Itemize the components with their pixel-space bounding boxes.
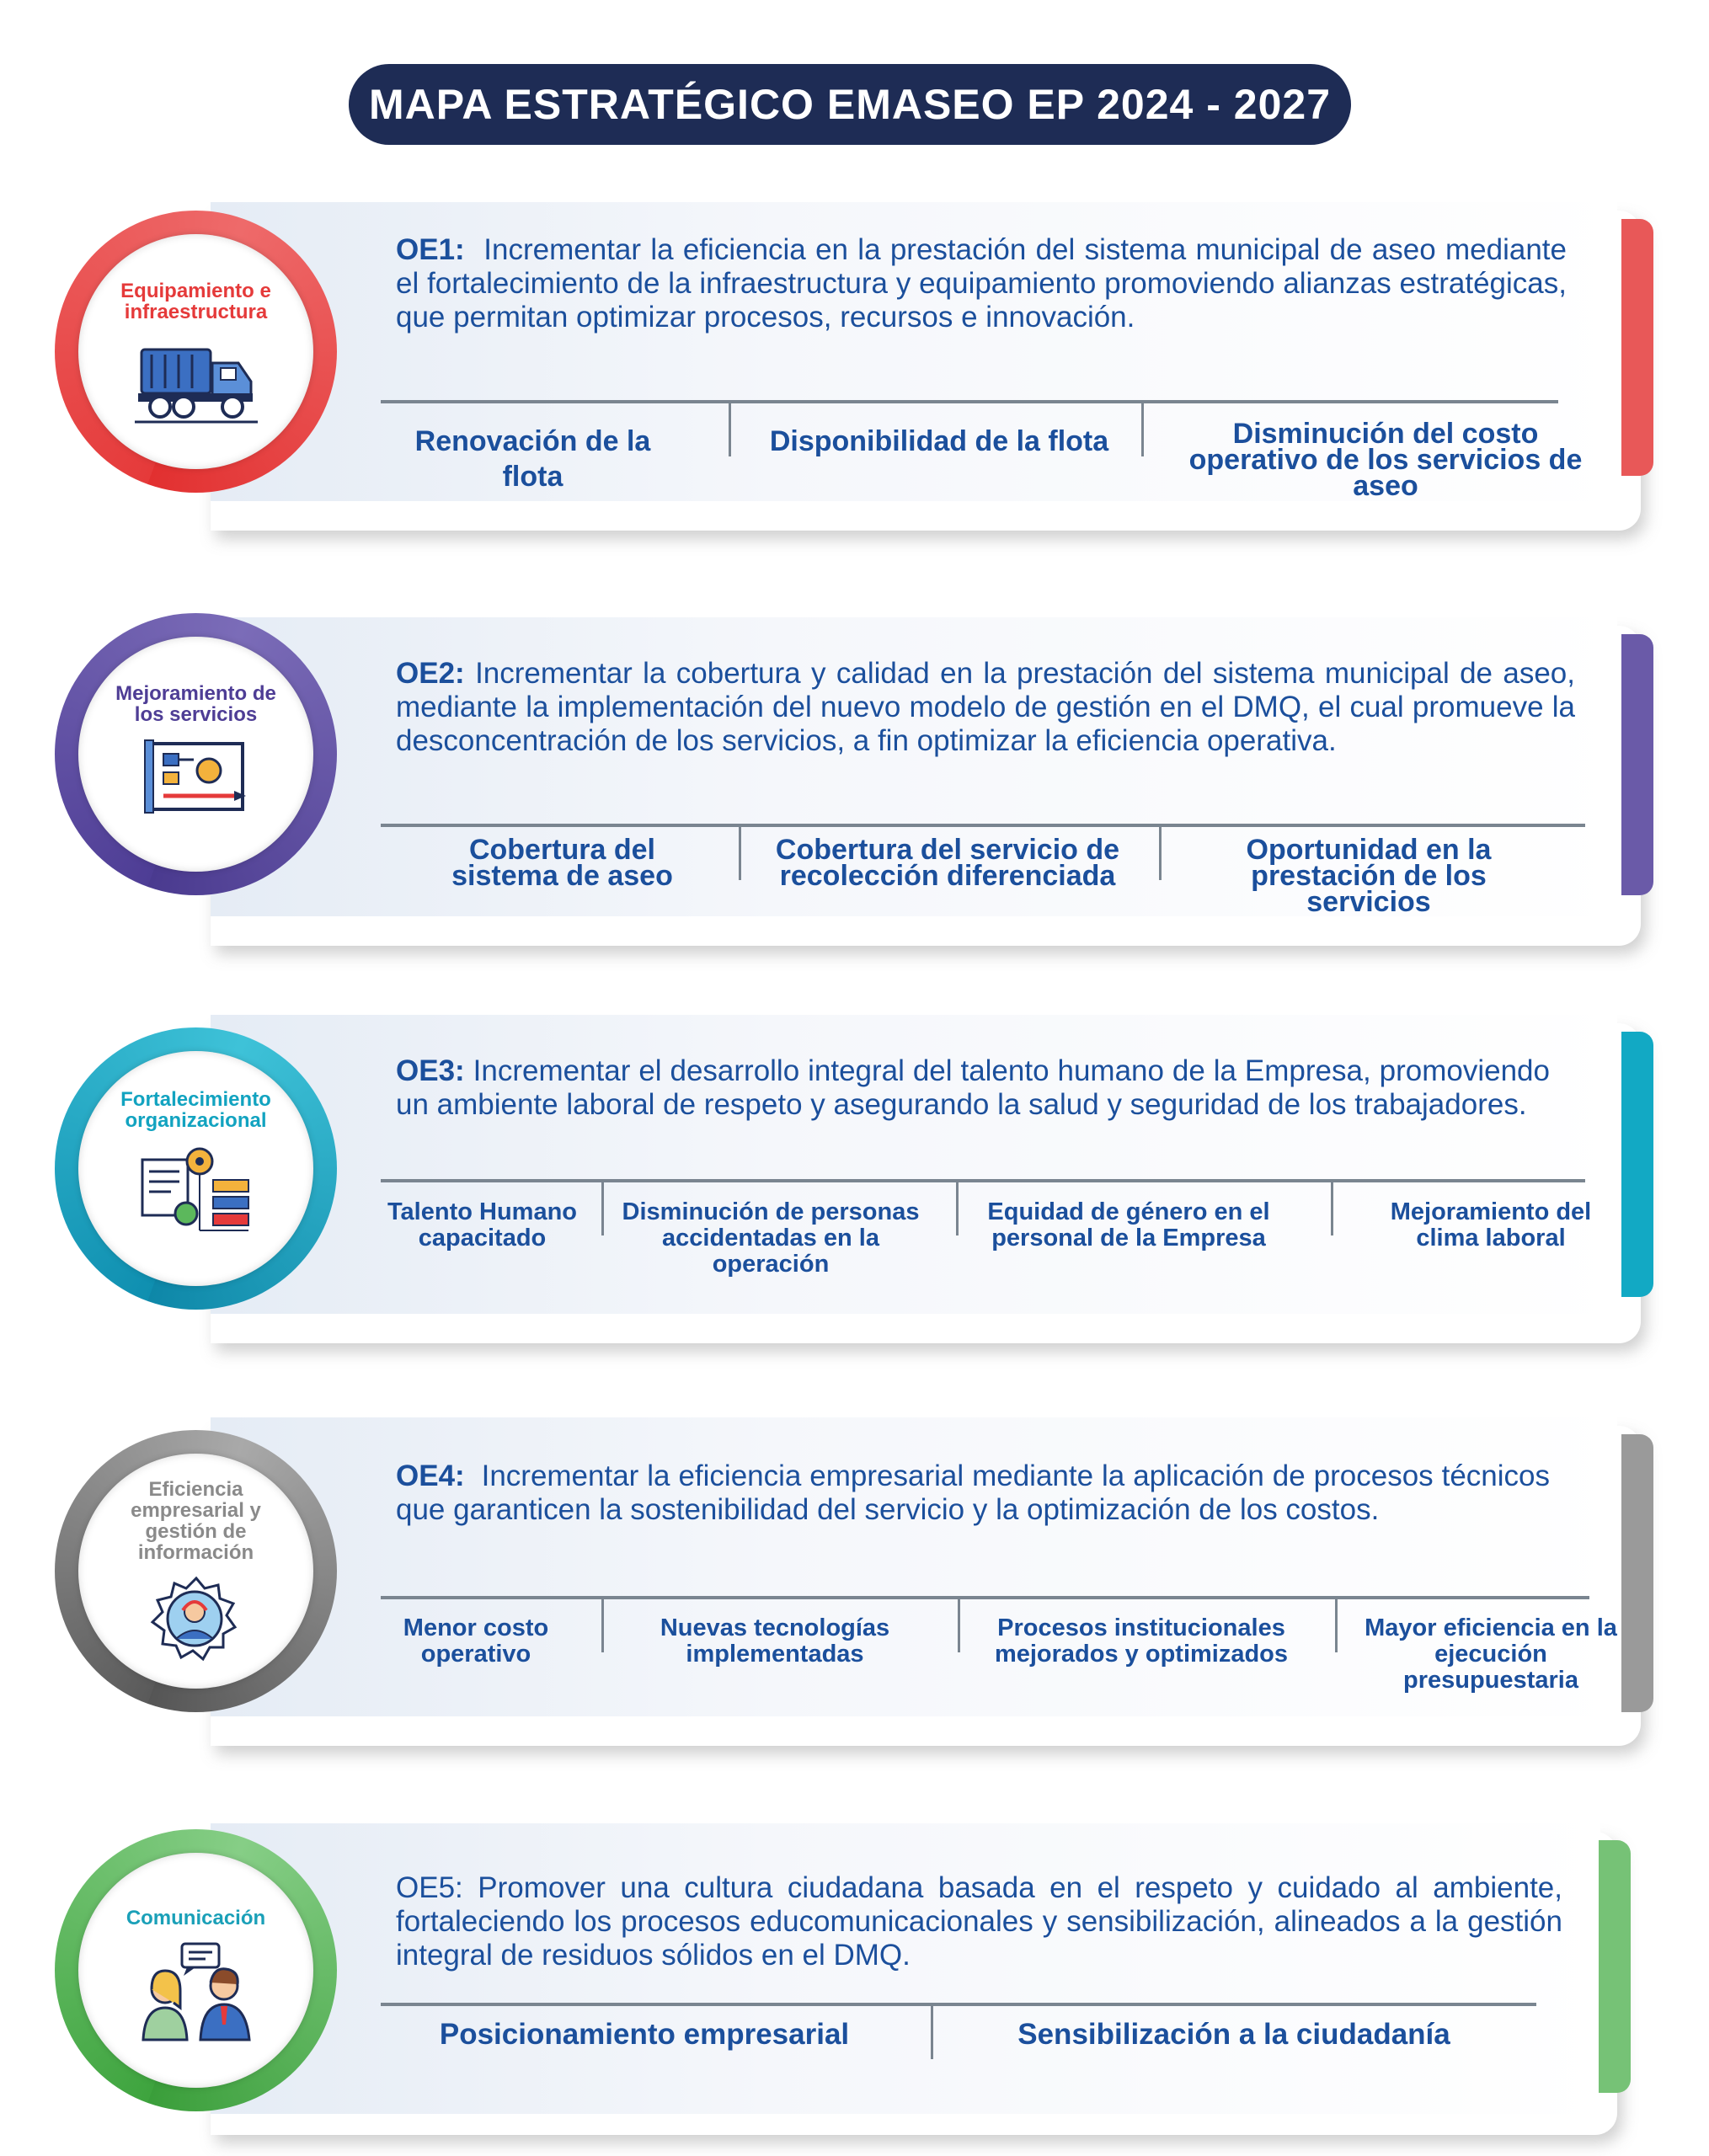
objective-text: [396, 1460, 1550, 1527]
kpi-item: Talento Humano capacitado: [387, 1198, 578, 1251]
kpi-separator: [931, 2004, 933, 2059]
objective-code: OE1:: [396, 233, 465, 266]
kpi-item: Cobertura del sistema de aseo: [451, 834, 673, 892]
kpi-divider: [381, 1596, 1589, 1599]
kpi-item: Menor costo operativo: [403, 1614, 549, 1668]
objective-description: Incrementar la eficiencia empresarial mediante la aplicación de procesos técnicos que garanticen la sostenibilidad del servicio y la optimización de los costos.: [396, 1460, 1551, 1526]
kpi-item: Sensibilización a la ciudadanía: [1017, 2018, 1450, 2051]
kpi-item: Disminución de personas accidentadas en la operación: [622, 1198, 920, 1278]
kpi-item: Disminución del costo operativo de los servicios de aseo: [1188, 418, 1583, 502]
objective-code: OE4:: [396, 1460, 465, 1492]
area-label: Fortalecimiento organizacional: [120, 1088, 271, 1132]
objective-description: Incrementar la cobertura y calidad en la prestación del sistema municipal de aseo, mediante la implementación del nuevo modelo de gestión en el DMQ, el cual promueve la desconcentración de los servicios, a fin optimizar la eficiencia operativa.: [396, 657, 1575, 757]
objective-text: [396, 1871, 1562, 1972]
area-label: Comunicación: [126, 1907, 266, 1929]
kpi-separator: [1159, 825, 1162, 880]
process-board-icon: [142, 737, 251, 825]
objective-row-oe3: [0, 1011, 1709, 1364]
workflow-gear-icon: [137, 1143, 255, 1248]
kpi-item: Mayor eficiencia en la ejecución presupuestaria: [1365, 1614, 1617, 1694]
kpi-item: Nuevas tecnologías implementadas: [660, 1614, 890, 1668]
objective-row-oe4: [0, 1413, 1709, 1767]
area-badge: [55, 613, 337, 895]
kpi-separator: [739, 825, 741, 880]
objective-row-oe2: [0, 613, 1709, 967]
kpi-item: Equidad de género en el personal de la Empresa: [987, 1198, 1270, 1251]
objective-description: Incrementar el desarrollo integral del talento humano de la Empresa, promoviendo un ambiente laboral de respeto y asegurando la salud y seguridad de los trabajadores.: [396, 1054, 1550, 1121]
kpi-separator: [1331, 1181, 1333, 1235]
kpi-item: Cobertura del servicio de recolección diferenciada: [775, 834, 1120, 892]
kpi-item: Disponibilidad de la flota: [769, 425, 1109, 457]
kpi-divider: [381, 1179, 1585, 1182]
kpi-item: Oportunidad en la prestación de los servicios: [1246, 834, 1492, 918]
kpi-divider: [381, 824, 1585, 827]
kpi-separator: [601, 1181, 604, 1235]
objective-text: [396, 1054, 1550, 1122]
objective-code: OE5:: [396, 1871, 463, 1904]
kpi-separator: [958, 1598, 960, 1652]
area-label: Equipamiento e infraestructura: [120, 280, 271, 323]
objective-description: Incrementar la eficiencia en la prestación del sistema municipal de aseo mediante el fortalecimiento de la infraestructura y equipamiento promoviendo alianzas estratégicas, que permitan optimizar procesos, recursos e innovación.: [396, 233, 1567, 334]
kpi-separator: [1335, 1598, 1338, 1652]
objective-row-oe5: [0, 1819, 1709, 2156]
objective-code: OE2:: [396, 657, 465, 690]
kpi-item: Renovación de la flota: [414, 425, 651, 493]
objective-code: OE3:: [396, 1054, 465, 1087]
area-badge: [55, 1829, 337, 2111]
kpi-separator: [729, 402, 731, 456]
area-badge: [55, 1430, 337, 1712]
area-label: Mejoramiento de los servicios: [115, 682, 276, 726]
objective-text: [396, 233, 1567, 334]
kpi-divider: [381, 400, 1558, 403]
dump-truck-icon: [133, 334, 259, 431]
color-tab: [1621, 219, 1653, 476]
color-tab: [1621, 1434, 1653, 1712]
kpi-item: Mejoramiento del clima laboral: [1390, 1198, 1592, 1251]
objective-text: [396, 657, 1575, 758]
gear-person-icon: [146, 1575, 247, 1672]
area-label: Eficiencia empresarial y gestión de información: [131, 1478, 261, 1564]
color-tab: [1621, 1032, 1653, 1297]
kpi-item: Procesos institucionales mejorados y optimizados: [994, 1614, 1289, 1668]
conversation-icon: [133, 1940, 259, 2046]
color-tab: [1599, 1840, 1631, 2093]
area-badge: [55, 1027, 337, 1310]
page-title: MAPA ESTRATÉGICO EMASEO EP 2024 - 2027: [349, 64, 1351, 145]
objective-row-oe1: [0, 198, 1709, 552]
kpi-separator: [1141, 402, 1144, 456]
color-tab: [1621, 634, 1653, 895]
area-badge: [55, 211, 337, 493]
kpi-separator: [601, 1598, 604, 1652]
kpi-separator: [956, 1181, 959, 1235]
kpi-item: Posicionamiento empresarial: [439, 2018, 850, 2051]
kpi-divider: [381, 2003, 1536, 2006]
objective-description: Promover una cultura ciudadana basada en el respeto y cuidado al ambiente, fortaleciendo los procesos educomunicacionales y sensibilización, alineados a la gestión integral de residuos sólidos en el DMQ.: [396, 1871, 1562, 1972]
